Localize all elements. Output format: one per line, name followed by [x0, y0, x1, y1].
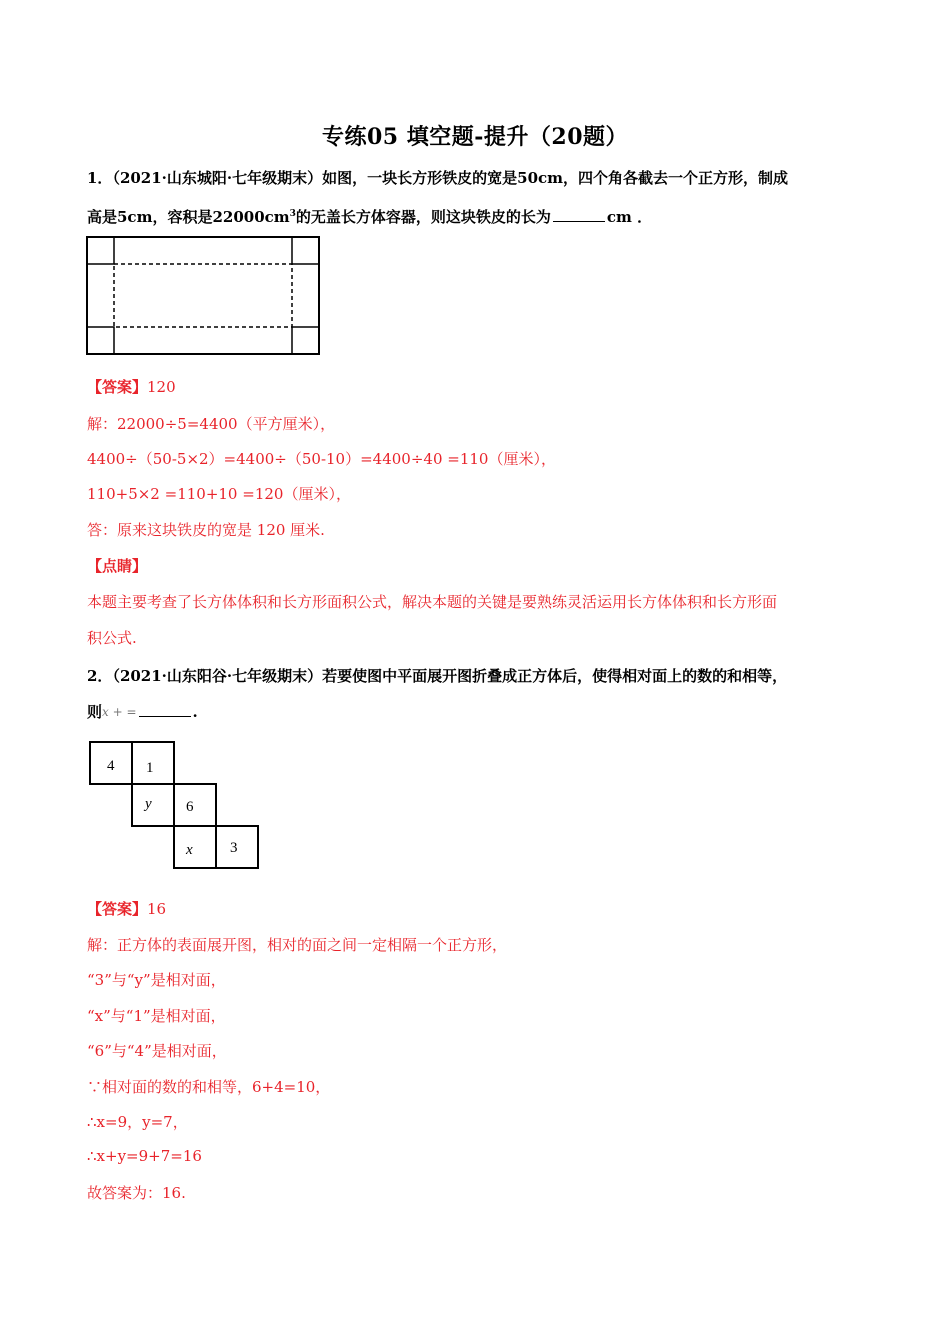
net-label: 3: [230, 840, 238, 856]
solution-line: ∴x+y=9+7=16: [87, 1147, 202, 1165]
solution-line: “3”与“y”是相对面，: [87, 971, 226, 989]
question-1-answer: [87, 376, 176, 397]
solution-line: ∵相对面的数的和相等，6+4=10，: [87, 1078, 331, 1096]
question-2-source: （2021·山东阳谷·七年级期末）: [112, 667, 323, 685]
corner-square-br: [292, 327, 319, 354]
answer-label: 【答案】: [87, 900, 148, 918]
answer-label: 【答案】: [87, 378, 148, 396]
question-2-line-2: 则$^{x + =}$ .: [87, 703, 198, 721]
question-2-answer: [87, 898, 166, 919]
question-1-line-1: [87, 160, 862, 196]
question-1-blank: [553, 207, 605, 222]
question-1-source: （2021·山东城阳·七年级期末）: [112, 169, 323, 187]
question-2-blank: [139, 702, 191, 717]
corner-square-tr: [292, 237, 319, 264]
sheet-outline: [87, 237, 319, 354]
corner-square-bl: [87, 327, 114, 354]
question-1-text-b1: 高是5cm，容积是22000cm: [87, 208, 290, 226]
solution-line: “6”与“4”是相对面，: [87, 1042, 227, 1060]
question-1-number: 1．: [87, 169, 113, 187]
page-title: 专练05 填空题-提升（20题）: [321, 124, 629, 150]
answer-value: 120: [147, 378, 176, 396]
question-1-text-b2: 的无盖长方体容器，则这块铁皮的长为: [295, 208, 551, 226]
solution-line: 解：正方体的表面展开图，相对的面之间一定相隔一个正方形，: [87, 936, 508, 954]
comment-line: 积公式.: [87, 629, 137, 647]
net-label: 4: [107, 758, 115, 774]
net-label: 1: [146, 760, 154, 776]
comment-line: 本题主要考查了长方体体积和长方形面积公式，解决本题的关键是要熟练灵活运用长方体体积和长方形面: [87, 593, 778, 611]
net-label: y: [145, 796, 152, 812]
answer-value: 16: [147, 900, 167, 918]
solution-line: 解：22000÷5=4400（平方厘米），: [87, 415, 336, 433]
question-2: [87, 658, 862, 730]
net-cell-5: [174, 826, 216, 868]
question-2-formula: x + =: [102, 705, 137, 719]
question-1: [87, 160, 862, 235]
solution-line: 故答案为：16.: [87, 1184, 186, 1202]
question-2-line-1: [87, 658, 862, 694]
solution-line: ∴x=9，y=7，: [87, 1113, 188, 1131]
question-2-text-a: 若要使图中平面展开图折叠成正方体后，使得相对面上的数的和相等，: [322, 667, 788, 685]
solution-line: 答：原来这块铁皮的宽是 120 厘米.: [87, 521, 325, 539]
question-1-text-b3: cm ．: [606, 208, 653, 226]
question-1-line-2: [87, 196, 862, 235]
cube-net-figure: [88, 740, 260, 872]
solution-line: 4400÷（50-5×2）=4400÷（50-10）=4400÷40 =110（厘米），: [87, 450, 556, 468]
net-label: 6: [186, 799, 194, 815]
solution-line: 110+5×2 =110+10 =120（厘米），: [87, 485, 351, 503]
net-cell-3: [132, 784, 174, 826]
question-2-text-b1: 则: [87, 703, 103, 721]
question-2-number: 2．: [87, 667, 113, 685]
corner-square-tl: [87, 237, 114, 264]
net-label: x: [186, 842, 193, 858]
solution-line: “x”与“1”是相对面，: [87, 1007, 226, 1025]
question-1-text-a: 如图，一块长方形铁皮的宽是50cm，四个角各截去一个正方形，制成: [322, 169, 789, 187]
net-cell-4: [174, 784, 216, 826]
iron-sheet-figure: [86, 236, 322, 356]
comment-label: 【点睛】: [87, 557, 148, 575]
fold-lines: [114, 264, 292, 327]
question-1-superscript: 3: [289, 209, 296, 219]
